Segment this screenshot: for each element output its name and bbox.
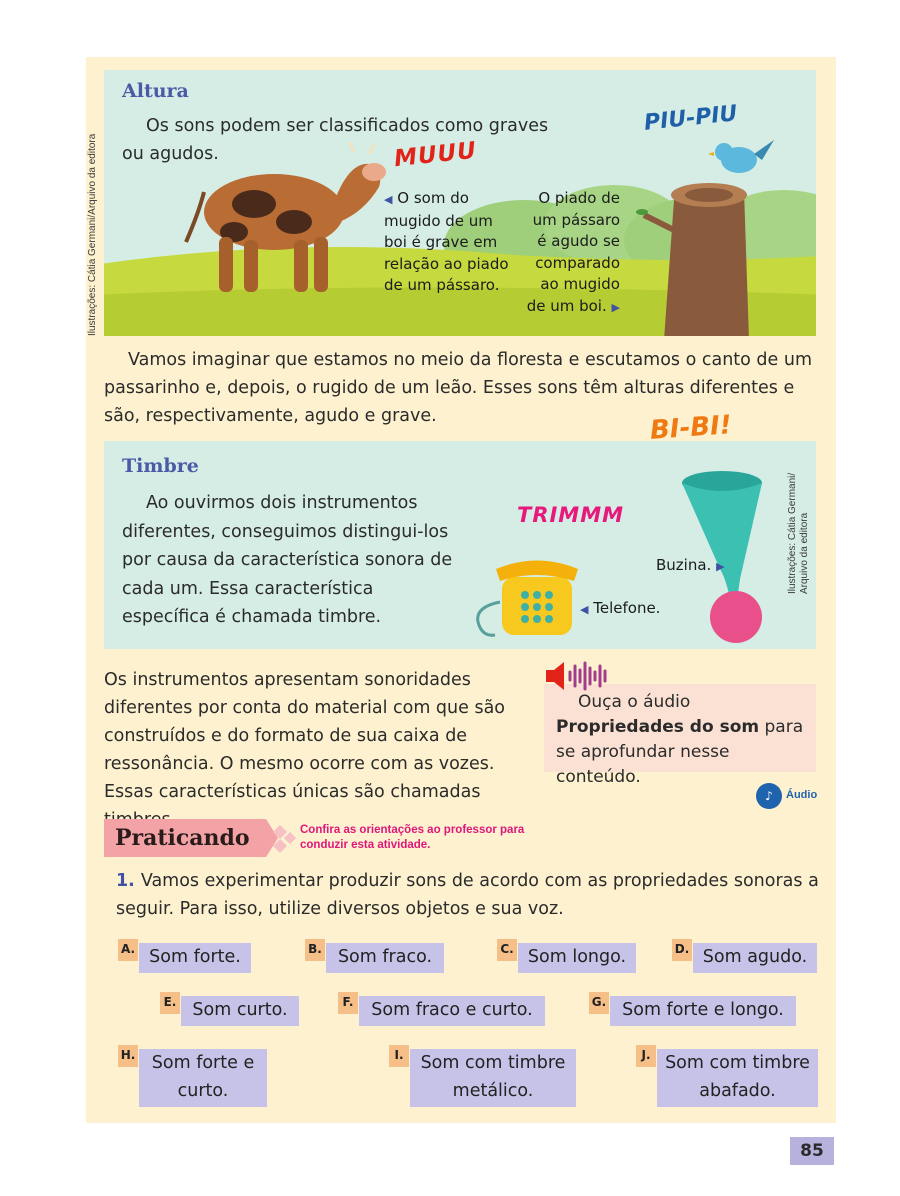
telephone-illustration (470, 547, 580, 643)
option-letter: F. (338, 992, 358, 1014)
phone-sound-label: TRIMMM (517, 503, 625, 527)
teacher-note: Confira as orientações ao professor para conduzir esta atividade. (300, 824, 525, 851)
bird-sound-label: PIU-PIU (642, 101, 739, 136)
audio-callout (544, 684, 816, 787)
altura-title: Altura (122, 80, 189, 102)
audio-play-icon[interactable]: ♪ (756, 783, 782, 809)
praticando-arrow-icon (266, 819, 296, 857)
question-text: Vamos experimentar produzir sons de acordo com as propriedades sonoras a seguir. Para isso, utilize diversos objetos e sua voz. (116, 871, 819, 919)
timbre-text: Ao ouvirmos dois instrumentos diferentes, conseguimos distingui-los por causa da característica sonora de cada um. Essa característica específica é chamada timbre. (122, 493, 453, 627)
illustration-credit: Ilustrações: Cátia Germani/ Arquivo da editora (787, 472, 810, 594)
option-letter: J. (636, 1045, 656, 1067)
option-letter: H. (118, 1045, 138, 1067)
stump-bird-illustration (634, 130, 784, 336)
illustration-credit: Ilustrações: Cátia Germani/Arquivo da editora (87, 133, 98, 336)
speaker-waveform-icon (544, 660, 614, 692)
altura-intro: Os sons podem ser classificados como graves ou agudos. (122, 116, 549, 164)
altura-box (104, 70, 816, 336)
option-text: Som com timbre metálico. (410, 1049, 576, 1107)
audio-callout-text (556, 690, 812, 790)
audio-badge-label[interactable]: Áudio (786, 789, 818, 801)
option-letter: D. (672, 939, 692, 961)
pointer-left-icon: ◀ (384, 193, 393, 206)
audio-title[interactable]: Propriedades do som (556, 717, 760, 737)
cow-sound-label: MUUU (392, 137, 479, 173)
pointer-right-icon: ▶ (611, 300, 620, 314)
option-text: Som forte e longo. (610, 996, 796, 1026)
paragraph-forest: Vamos imaginar que estamos no meio da floresta e escutamos o canto de um passarinho e, depois, o rugido de um leão. Esses sons têm alturas diferentes e são, respectivamente, agudo e grave. (104, 350, 813, 426)
question-number: 1. (116, 871, 135, 891)
option-text: Som forte e curto. (139, 1049, 267, 1107)
page-number: 85 (790, 1137, 834, 1165)
option-text: Som agudo. (693, 943, 817, 973)
timbre-box (104, 410, 816, 649)
audio-suffix: para se aprofundar nesse conteúdo. (556, 717, 804, 787)
praticando-label: Praticando (104, 819, 266, 857)
pointer-right-icon: ▶ (716, 560, 725, 573)
horn-sound-label: BI-BI! (649, 410, 733, 446)
option-text: Som com timbre abafado. (657, 1049, 818, 1107)
cow-caption-text: O som do mugido de um boi é grave em relação ao piado de um pássaro. (384, 189, 509, 294)
option-letter: E. (160, 992, 180, 1014)
option-text: Som fraco. (326, 943, 444, 973)
bird-caption (520, 188, 620, 318)
horn-label (656, 556, 725, 574)
option-text: Som curto. (181, 996, 299, 1026)
horn-label-text: Buzina. (656, 556, 712, 574)
phone-label-text: Telefone. (593, 599, 661, 617)
option-letter: A. (118, 939, 138, 961)
timbre-title: Timbre (122, 455, 199, 477)
phone-label (580, 599, 660, 617)
bird-caption-text: O piado de um pássaro é agudo se comparado ao mugido de um boi. (526, 189, 620, 315)
option-letter: I. (389, 1045, 409, 1067)
option-text: Som fraco e curto. (359, 996, 545, 1026)
option-letter: C. (497, 939, 517, 961)
paragraph-instruments: Os instrumentos apresentam sonoridades diferentes por conta do material com que são construídos e do formato de sua caixa de ressonância. O mesmo ocorre com as vozes. Essas características únicas são chamadas (104, 670, 506, 802)
question-1 (116, 867, 822, 923)
cow-caption (384, 188, 509, 297)
option-letter: G. (589, 992, 609, 1014)
option-letter: B. (305, 939, 325, 961)
option-text: Som longo. (518, 943, 636, 973)
option-text: Som forte. (139, 943, 251, 973)
audio-prefix: Ouça o áudio (578, 692, 691, 712)
pointer-left-icon: ◀ (580, 603, 589, 616)
